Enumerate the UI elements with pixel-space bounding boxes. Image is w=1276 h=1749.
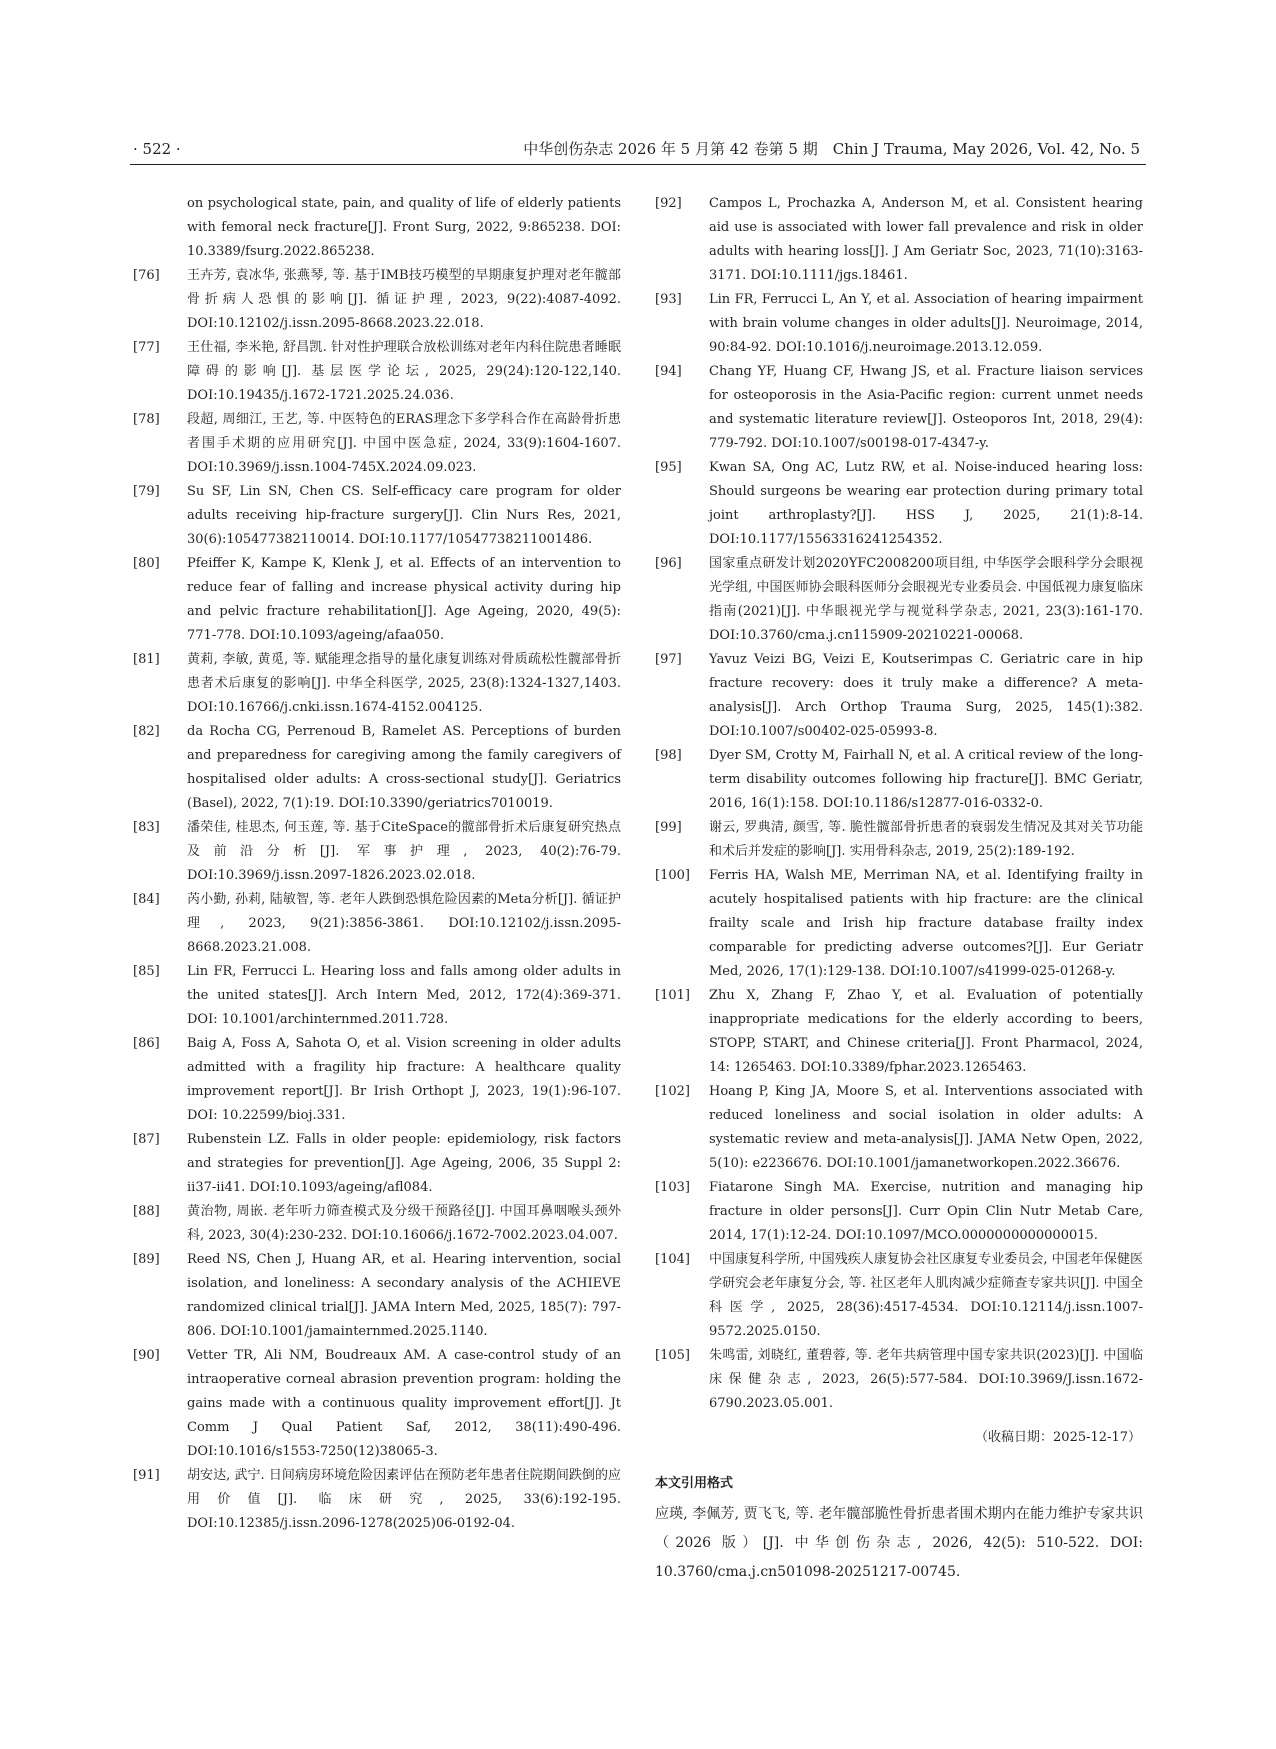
reference-item bbox=[133, 888, 621, 960]
reference-item bbox=[655, 288, 1143, 360]
reference-text: 黄莉, 李敏, 黄觅, 等. 赋能理念指导的量化康复训练对骨质疏松性髋部骨折患者术后康复的影响[J]. 中华全科医学, 2025, 23(8):1324-1327,1403. DOI:10.16766/j.cnki.issn.1674-4152.004125. bbox=[187, 652, 621, 715]
reference-number: [85] bbox=[133, 964, 160, 979]
reference-text: 段超, 周细江, 王艺, 等. 中医特色的ERAS理念下多学科合作在高龄骨折患者围手术期的应用研究[J]. 中国中医急症, 2024, 33(9):1604-1607. DOI:10.3969/j.issn.1004-745X.2024.09.023. bbox=[187, 412, 621, 475]
reference-text: 黄治物, 周嵌. 老年听力筛查模式及分级干预路径[J]. 中国耳鼻咽喉头颈外科, 2023, 30(4):230-232. DOI:10.16066/j.1672-7002.2023.04.007. bbox=[187, 1204, 621, 1243]
reference-text: Fiatarone Singh MA. Exercise, nutrition and managing hip fracture in older persons[J]. Curr Opin Clin Nutr Metab Care, 2014, 17(1):12-24. DOI:10.1097/MCO.0000000000000015. bbox=[709, 1180, 1143, 1243]
reference-number: [101] bbox=[655, 988, 690, 1003]
reference-number: [90] bbox=[133, 1348, 160, 1363]
reference-item bbox=[655, 1080, 1143, 1176]
reference-number: [99] bbox=[655, 820, 682, 835]
reference-text: 国家重点研发计划2020YFC2008200项目组, 中华医学会眼科学分会眼视光学组, 中国医师协会眼科医师分会眼视光专业委员会. 中国低视力康复临床指南(2021)[J]. 中华眼视光学与视觉科学杂志, 2021, 23(3):161-170. DOI:10.3760/cma.j.cn115909-20210221-00068. bbox=[709, 556, 1143, 643]
reference-number: [83] bbox=[133, 820, 160, 835]
reference-item bbox=[655, 1176, 1143, 1248]
reference-text: Campos L, Prochazka A, Anderson M, et al. Consistent hearing aid use is associated with lower fall prevalence and risk in older adults with hearing loss[J]. J Am Geriatr Soc, 2023, 71(10):3163-3171. DOI:10.1111/jgs.18461. bbox=[709, 196, 1143, 283]
reference-item bbox=[655, 648, 1143, 744]
reference-item bbox=[655, 1248, 1143, 1344]
reference-item bbox=[133, 264, 621, 336]
reference-text: 王卉芳, 袁冰华, 张燕琴, 等. 基于IMB技巧模型的早期康复护理对老年髋部骨折病人恐惧的影响[J]. 循证护理, 2023, 9(22):4087-4092. DOI:10.12102/j.issn.2095-8668.2023.22.018. bbox=[187, 268, 621, 331]
reference-text: Lin FR, Ferrucci L, An Y, et al. Association of hearing impairment with brain volume changes in older adults[J]. Neuroimage, 2014, 90:84-92. DOI:10.1016/j.neuroimage.2013.12.059. bbox=[709, 292, 1143, 355]
reference-text: on psychological state, pain, and quality of life of elderly patients with femoral neck fracture[J]. Front Surg, 2022, 9:865238. DOI: 10.3389/fsurg.2022.865238. bbox=[187, 196, 621, 259]
reference-item bbox=[133, 720, 621, 816]
reference-number: [94] bbox=[655, 364, 682, 379]
reference-text: da Rocha CG, Perrenoud B, Ramelet AS. Perceptions of burden and preparedness for caregiving among the family caregivers of hospitalised older adults: A cross-sectional study[J]. Geriatrics (Basel), 2022, 7(1):19. DOI:10.3390/geriatrics7010019. bbox=[187, 724, 621, 811]
reference-number: [92] bbox=[655, 196, 682, 211]
reference-number: [105] bbox=[655, 1348, 690, 1363]
reference-number: [102] bbox=[655, 1084, 690, 1099]
reference-number: [84] bbox=[133, 892, 160, 907]
reference-text: Vetter TR, Ali NM, Boudreaux AM. A case-control study of an intraoperative corneal abrasion prevention program: holding the gains made with a continuous quality improvement effort[J]. Jt Comm J Qual Patient Saf, 2012, 38(11):490-496. DOI:10.1016/s1553-7250(12)38065-3. bbox=[187, 1348, 621, 1459]
reference-item bbox=[133, 1032, 621, 1128]
reference-number: [96] bbox=[655, 556, 682, 571]
reference-number: [91] bbox=[133, 1468, 160, 1483]
reference-item bbox=[133, 336, 621, 408]
reference-text: Ferris HA, Walsh ME, Merriman NA, et al. Identifying frailty in acutely hospitalised patients with hip fracture: are the clinical frailty scale and Irish hip fracture database frailty index comparable for predicting adverse outcomes?[J]. Eur Geriatr Med, 2026, 17(1):129-138. DOI:10.1007/s41999-025-01268-y. bbox=[709, 868, 1143, 979]
reference-number: [104] bbox=[655, 1252, 690, 1267]
reference-item bbox=[133, 1128, 621, 1200]
reference-item bbox=[133, 960, 621, 1032]
reference-text: Pfeiffer K, Kampe K, Klenk J, et al. Effects of an intervention to reduce fear of falling and increase physical activity during hip and pelvic fracture rehabilitation[J]. Age Ageing, 2020, 49(5): 771-778. DOI:10.1093/ageing/afaa050. bbox=[187, 556, 621, 643]
reference-number: [79] bbox=[133, 484, 160, 499]
reference-text: Su SF, Lin SN, Chen CS. Self-efficacy care program for older adults receiving hip-fracture surgery[J]. Clin Nurs Res, 2021, 30(6):105477382110014. DOI:10.1177/10547738211001486. bbox=[187, 484, 621, 547]
reference-item bbox=[655, 1344, 1143, 1416]
reference-text: Hoang P, King JA, Moore S, et al. Interventions associated with reduced loneliness and social isolation in older adults: A systematic review and meta-analysis[J]. JAMA Netw Open, 2022, 5(10): e2236676. DOI:10.1001/jamanetworkopen.2022.36676. bbox=[709, 1084, 1143, 1171]
left-column bbox=[133, 192, 621, 1536]
reference-number: [76] bbox=[133, 268, 160, 283]
reference-number: [77] bbox=[133, 340, 160, 355]
reference-text: 芮小勤, 孙莉, 陆敏智, 等. 老年人跌倒恐惧危险因素的Meta分析[J]. 循证护理, 2023, 9(21):3856-3861. DOI:10.12102/j.issn.2095-8668.2023.21.008. bbox=[187, 892, 621, 955]
reference-text: 王仕福, 李米艳, 舒昌凯. 针对性护理联合放松训练对老年内科住院患者睡眠障碍的影响[J]. 基层医学论坛, 2025, 29(24):120-122,140. DOI:10.19435/j.1672-1721.2025.24.036. bbox=[187, 340, 621, 403]
reference-text: Baig A, Foss A, Sahota O, et al. Vision screening in older adults admitted with a fragility hip fracture: A healthcare quality improvement report[J]. Br Irish Orthopt J, 2023, 19(1):96-107. DOI: 10.22599/bioj.331. bbox=[187, 1036, 621, 1123]
reference-number: [98] bbox=[655, 748, 682, 763]
received-date: （收稿日期：2025-12-17） bbox=[975, 1430, 1141, 1445]
reference-item bbox=[133, 816, 621, 888]
reference-item bbox=[133, 480, 621, 552]
reference-number: [80] bbox=[133, 556, 160, 571]
reference-text: Lin FR, Ferrucci L. Hearing loss and falls among older adults in the united states[J]. Arch Intern Med, 2012, 172(4):369-371. DOI: 10.1001/archinternmed.2011.728. bbox=[187, 964, 621, 1027]
reference-item bbox=[655, 552, 1143, 648]
reference-item bbox=[655, 864, 1143, 984]
reference-text: Dyer SM, Crotty M, Fairhall N, et al. A critical review of the long-term disability outcomes following hip fracture[J]. BMC Geriatr, 2016, 16(1):158. DOI:10.1186/s12877-016-0332-0. bbox=[709, 748, 1143, 811]
reference-number: [78] bbox=[133, 412, 160, 427]
reference-item bbox=[655, 744, 1143, 816]
reference-number: [103] bbox=[655, 1180, 690, 1195]
reference-item bbox=[133, 1344, 621, 1464]
journal-info: 中华创伤杂志 2026 年 5 月第 42 卷第 5 期 Chin J Trauma, May 2026, Vol. 42, No. 5 bbox=[523, 140, 1140, 158]
reference-text: 朱鸣雷, 刘晓红, 董碧蓉, 等. 老年共病管理中国专家共识(2023)[J]. 中国临床保健杂志, 2023, 26(5):577-584. DOI:10.3969/J.issn.1672-6790.2023.05.001. bbox=[709, 1348, 1143, 1411]
reference-number: [100] bbox=[655, 868, 690, 883]
reference-number: [87] bbox=[133, 1132, 160, 1147]
citation-heading: 本文引用格式 bbox=[655, 1476, 734, 1491]
reference-text: Reed NS, Chen J, Huang AR, et al. Hearing intervention, social isolation, and loneliness: A secondary analysis of the ACHIEVE randomized clinical trial[J]. JAMA Intern Med, 2025, 185(7): 797-806. DOI:10.1001/jamainternmed.2025.1140. bbox=[187, 1252, 621, 1339]
reference-continuation bbox=[133, 192, 621, 264]
reference-text: 中国康复科学所, 中国残疾人康复协会社区康复专业委员会, 中国老年保健医学研究会老年康复分会, 等. 社区老年人肌肉减少症筛查专家共识[J]. 中国全科医学, 2025, 28(36):4517-4534. DOI:10.12114/j.issn.1007-9572.2025.0150. bbox=[709, 1252, 1143, 1339]
page-number: · 522 · bbox=[133, 140, 181, 158]
reference-item bbox=[133, 1248, 621, 1344]
reference-number: [88] bbox=[133, 1204, 160, 1219]
reference-text: Rubenstein LZ. Falls in older people: epidemiology, risk factors and strategies for prevention[J]. Age Ageing, 2006, 35 Suppl 2: ii37-ii41. DOI:10.1093/ageing/afl084. bbox=[187, 1132, 621, 1195]
page-header bbox=[130, 140, 1146, 165]
reference-item bbox=[655, 456, 1143, 552]
reference-item bbox=[655, 192, 1143, 288]
reference-item bbox=[655, 360, 1143, 456]
reference-number: [93] bbox=[655, 292, 682, 307]
reference-item bbox=[133, 552, 621, 648]
reference-item bbox=[133, 1200, 621, 1248]
right-column bbox=[655, 192, 1143, 1587]
reference-number: [82] bbox=[133, 724, 160, 739]
reference-text: Chang YF, Huang CF, Hwang JS, et al. Fracture liaison services for osteoporosis in the Asia-Pacific region: current unmet needs and systematic literature review[J]. Osteoporos Int, 2018, 29(4): 779-792. DOI:10.1007/s00198-017-4347-y. bbox=[709, 364, 1143, 451]
reference-item bbox=[133, 1464, 621, 1536]
reference-text: Yavuz Veizi BG, Veizi E, Koutserimpas C. Geriatric care in hip fracture recovery: does it truly make a difference? A meta-analysis[J]. Arch Orthop Trauma Surg, 2025, 145(1):382. DOI:10.1007/s00402-025-05993-8. bbox=[709, 652, 1143, 739]
reference-text: 谢云, 罗典清, 颜雪, 等. 脆性髋部骨折患者的衰弱发生情况及其对关节功能和术后并发症的影响[J]. 实用骨科杂志, 2019, 25(2):189-192. bbox=[709, 820, 1143, 859]
reference-text: 胡安达, 武宁. 日间病房环境危险因素评估在预防老年患者住院期间跌倒的应用价值[J]. 临床研究, 2025, 33(6):192-195. DOI:10.12385/j.issn.2096-1278(2025)06-0192-04. bbox=[187, 1468, 621, 1531]
citation-text: 应瑛, 李佩芳, 贾飞飞, 等. 老年髋部脆性骨折患者围术期内在能力维护专家共识（2026 版）[J]. 中华创伤杂志, 2026, 42(5): 510-522. DOI: 10.3760/cma.j.cn501098-20251217-00745. bbox=[655, 1506, 1143, 1580]
reference-number: [81] bbox=[133, 652, 160, 667]
reference-number: [97] bbox=[655, 652, 682, 667]
reference-text: Zhu X, Zhang F, Zhao Y, et al. Evaluation of potentially inappropriate medications for the elderly according to beers, STOPP, START, and Chinese criteria[J]. Front Pharmacol, 2024, 14: 1265463. DOI:10.3389/fphar.2023.1265463. bbox=[709, 988, 1143, 1075]
reference-number: [95] bbox=[655, 460, 682, 475]
reference-text: Kwan SA, Ong AC, Lutz RW, et al. Noise-induced hearing loss: Should surgeons be wearing ear protection during primary total joint arthroplasty?[J]. HSS J, 2025, 21(1):8-14. DOI:10.1177/15563316241254352. bbox=[709, 460, 1143, 547]
reference-item bbox=[655, 816, 1143, 864]
reference-number: [86] bbox=[133, 1036, 160, 1051]
reference-text: 潘荣佳, 桂思杰, 何玉莲, 等. 基于CiteSpace的髋部骨折术后康复研究热点及前沿分析[J]. 军事护理, 2023, 40(2):76-79. DOI:10.3969/j.issn.2097-1826.2023.02.018. bbox=[187, 820, 621, 883]
reference-item bbox=[133, 648, 621, 720]
reference-item bbox=[133, 408, 621, 480]
reference-number: [89] bbox=[133, 1252, 160, 1267]
reference-item bbox=[655, 984, 1143, 1080]
